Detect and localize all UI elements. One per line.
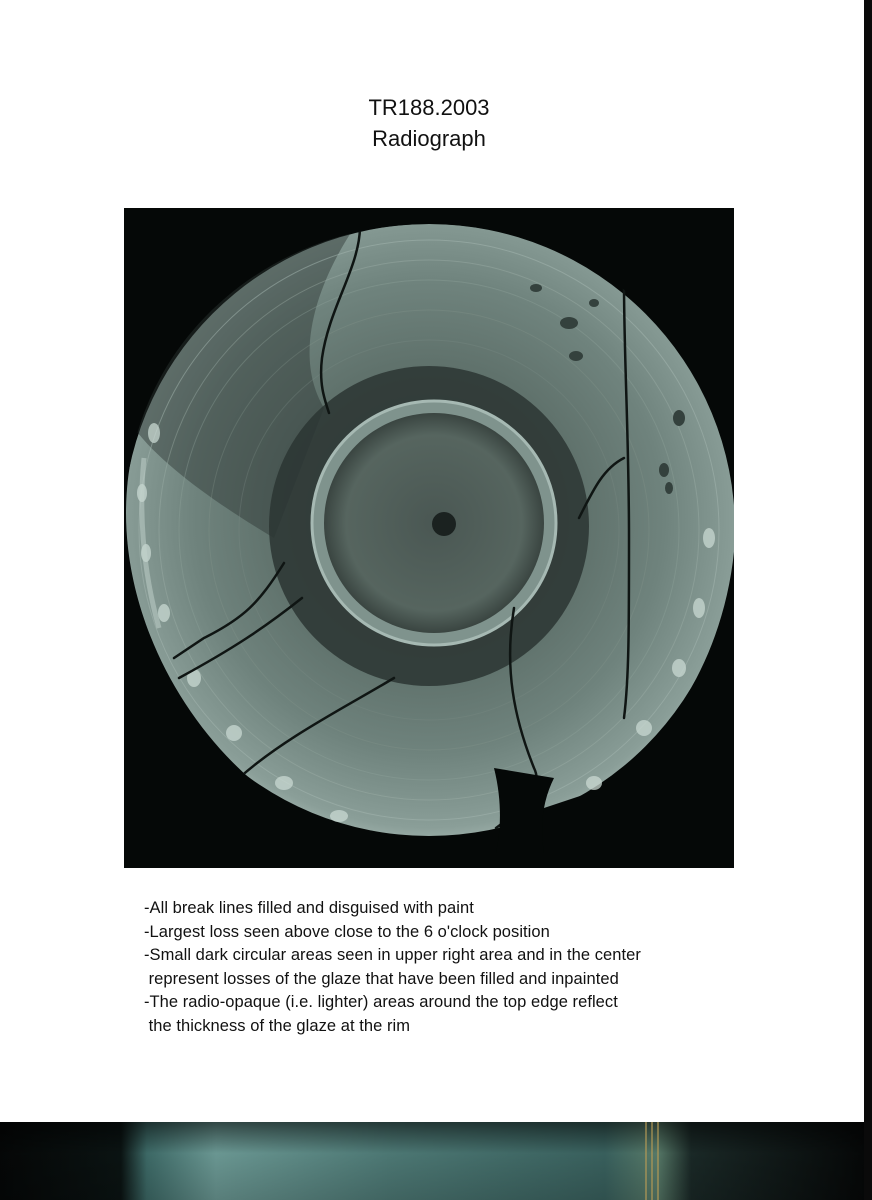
note-line: -All break lines filled and disguised with paint bbox=[144, 899, 474, 917]
note-line: -Largest loss seen above close to the 6 o'clock position bbox=[144, 922, 550, 941]
document-heading bbox=[0, 92, 864, 154]
note-line: -Small dark circular areas seen in upper right area and in the center bbox=[144, 946, 641, 965]
document-title: TR188.2003 bbox=[368, 95, 490, 120]
radiograph-image bbox=[124, 208, 734, 868]
note-line: -The radio-opaque (i.e. lighter) areas around the top edge reflect bbox=[144, 993, 618, 1012]
scan-bottom-strip bbox=[0, 1122, 864, 1200]
bowl-body bbox=[124, 224, 734, 836]
note-line: represent losses of the glaze that have been filled and inpainted bbox=[144, 969, 619, 988]
document-subtitle: Radiograph bbox=[372, 126, 486, 151]
radiograph-bowl-figure bbox=[124, 208, 734, 868]
note-line: the thickness of the glaze at the rim bbox=[144, 1016, 411, 1035]
scan-edge-border bbox=[864, 0, 872, 1200]
findings-notes bbox=[144, 897, 784, 1039]
